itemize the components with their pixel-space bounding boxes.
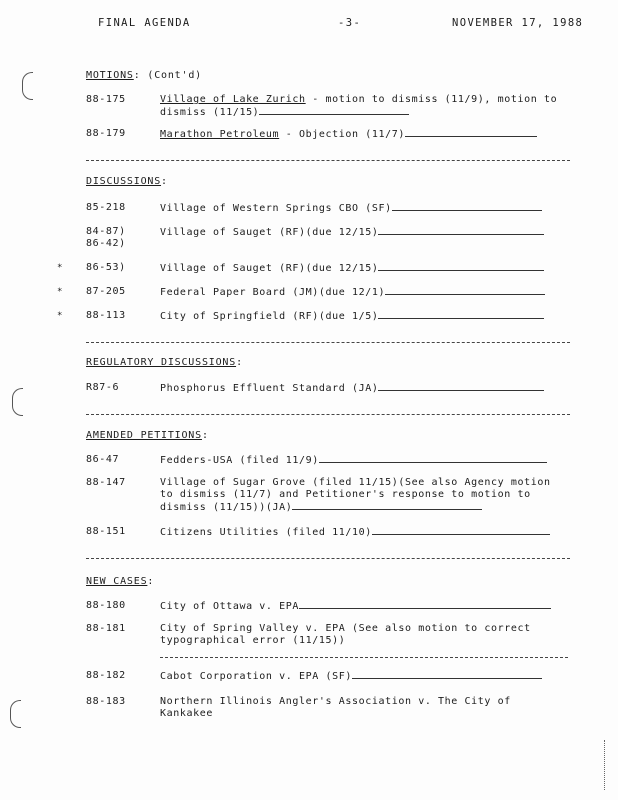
- section-new-cases: [86, 576, 154, 587]
- section-suffix: :: [236, 357, 243, 368]
- case-number: 88-175: [86, 94, 126, 105]
- case-description: [160, 286, 568, 299]
- header-date: NOVEMBER 17, 1988: [452, 17, 584, 29]
- fill-line: [385, 286, 545, 295]
- case-number: 85-218: [86, 202, 126, 213]
- agenda-item: [86, 226, 572, 252]
- agenda-item: [86, 310, 572, 324]
- section-motions: [86, 70, 202, 81]
- agenda-item: [86, 623, 572, 649]
- section-divider: [86, 558, 570, 559]
- case-description: [160, 128, 568, 141]
- case-number: 86-47: [86, 454, 120, 465]
- agenda-item: [86, 382, 572, 396]
- case-number: R87-6: [86, 382, 120, 393]
- punch-hole-mark: [10, 700, 21, 728]
- case-description: [160, 623, 568, 647]
- case-detail: City of Spring Valley v. EPA (See also motion to correct typographical error (11/15)): [160, 623, 531, 646]
- section-divider: [86, 342, 570, 343]
- case-number: 88-147: [86, 477, 126, 488]
- case-detail: Federal Paper Board (JM)(due 12/1): [160, 287, 386, 298]
- section-divider: [86, 160, 570, 161]
- fill-line: [259, 106, 409, 115]
- case-number: 84-87) 86-42): [86, 226, 126, 249]
- case-number: 88-179: [86, 128, 126, 139]
- agenda-item: [86, 286, 572, 300]
- agenda-item: [86, 600, 572, 614]
- case-description: [160, 262, 568, 275]
- agenda-item: [86, 526, 572, 540]
- fill-line: [372, 526, 550, 535]
- case-description: [160, 226, 568, 239]
- case-detail: Village of Sauget (RF)(due 12/15): [160, 263, 379, 274]
- agenda-item: [86, 454, 572, 468]
- section-regulatory-discussions: [86, 357, 243, 368]
- case-detail: Citizens Utilities (filed 11/10): [160, 527, 372, 538]
- case-name: Village of Lake Zurich: [160, 94, 306, 105]
- priority-asterisk: *: [57, 311, 64, 321]
- section-title: AMENDED PETITIONS: [86, 430, 202, 441]
- header-left: FINAL AGENDA: [98, 17, 191, 29]
- punch-hole-mark: [12, 388, 23, 416]
- fill-line: [378, 382, 544, 391]
- case-description: [160, 526, 568, 539]
- section-suffix: :: [201, 430, 209, 441]
- section-suffix: :: [161, 176, 168, 187]
- case-description: [160, 670, 568, 683]
- header-page-number: -3-: [338, 17, 362, 29]
- agenda-item: [86, 262, 572, 276]
- case-description: [160, 202, 568, 215]
- agenda-item: [86, 128, 572, 142]
- section-title: MOTIONS: [86, 70, 134, 81]
- section-discussions: [86, 176, 168, 187]
- scan-edge-marks: [604, 740, 606, 790]
- section-title: DISCUSSIONS: [86, 176, 162, 187]
- case-number: 88-181: [86, 623, 126, 634]
- case-detail: City of Springfield (RF)(due 1/5): [160, 311, 379, 322]
- section-suffix: :: [147, 576, 155, 587]
- section-suffix: : (Cont'd): [133, 70, 202, 81]
- case-detail: Phosphorus Effluent Standard (JA): [160, 383, 379, 394]
- fill-line: [352, 670, 542, 679]
- priority-asterisk: *: [57, 287, 64, 297]
- case-detail: Fedders-USA (filed 11/9): [160, 455, 319, 466]
- case-name: Marathon Petroleum: [160, 129, 280, 140]
- case-description: [160, 477, 568, 514]
- agenda-item: [86, 670, 572, 684]
- fill-line: [292, 501, 482, 510]
- case-detail: - motion to dismiss (11/9), motion to dismiss (11/15): [160, 94, 558, 118]
- fill-line: [378, 262, 544, 271]
- punch-hole-mark: [22, 72, 33, 100]
- case-detail: Village of Sauget (RF)(due 12/15): [160, 227, 379, 238]
- case-detail: Village of Sugar Grove (filed 11/15)(See also Agency motion to dismiss (11/7) and Petitioner's response to motion to dismiss (11/15))(JA): [160, 477, 551, 513]
- case-number: 88-113: [86, 310, 126, 321]
- fill-line: [378, 226, 544, 235]
- case-number: 88-151: [86, 526, 126, 537]
- fill-line: [392, 202, 542, 211]
- agenda-item: [86, 94, 572, 118]
- section-title: REGULATORY DISCUSSIONS: [86, 357, 237, 368]
- agenda-item: [86, 696, 572, 722]
- case-description: [160, 454, 568, 467]
- case-description: [160, 310, 568, 323]
- priority-asterisk: *: [57, 263, 64, 273]
- fill-line: [378, 310, 544, 319]
- agenda-item: [86, 202, 572, 216]
- case-number: 88-182: [86, 670, 126, 681]
- case-detail: Cabot Corporation v. EPA (SF): [160, 671, 352, 682]
- agenda-item: [86, 477, 572, 515]
- section-divider: [86, 414, 570, 415]
- section-title: NEW CASES: [86, 576, 148, 587]
- case-number: 87-205: [86, 286, 126, 297]
- fill-line: [405, 128, 537, 137]
- case-description: [160, 600, 568, 613]
- case-description: [160, 696, 568, 720]
- fill-line: [299, 600, 551, 609]
- section-amended-petitions: [86, 430, 209, 441]
- case-detail: Northern Illinois Angler's Association v. The City of Kankakee: [160, 696, 511, 719]
- case-detail: Village of Western Springs CBO (SF): [160, 203, 392, 214]
- fill-line: [160, 657, 568, 658]
- case-number: 86-53): [86, 262, 126, 273]
- case-description: [160, 94, 568, 119]
- case-number: 88-183: [86, 696, 126, 707]
- fill-line: [319, 454, 547, 463]
- case-detail: - Objection (11/7): [279, 129, 405, 140]
- case-number: 88-180: [86, 600, 126, 611]
- case-description: [160, 382, 568, 395]
- case-detail: City of Ottawa v. EPA: [160, 601, 300, 612]
